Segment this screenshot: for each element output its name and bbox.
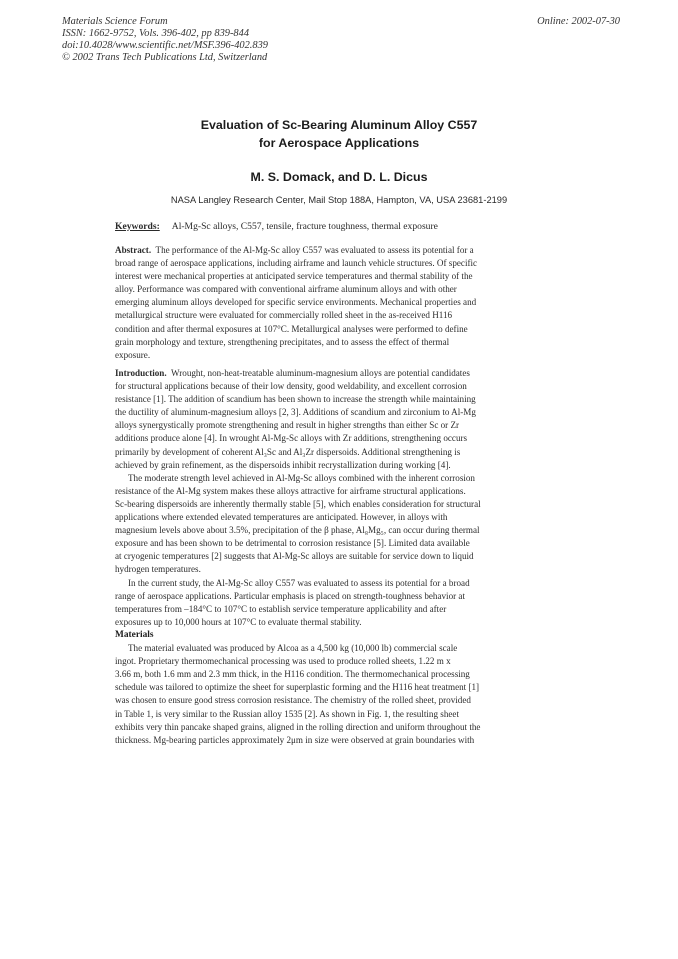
- intro-line: at cryogenic temperatures [2] suggests that Al-Mg-Sc alloys are suitable for service down to liquid: [115, 551, 474, 562]
- intro-line: applications where extended elevated temperatures are anticipated. However, in alloys with: [115, 512, 448, 523]
- intro-line: range of aerospace applications. Particular emphasis is placed on strength-toughness behavior at: [115, 590, 465, 601]
- materials-section: [115, 629, 535, 747]
- materials-line: thickness. Mg-bearing particles approximately 2μm in size were observed at grain boundaries with: [115, 734, 475, 745]
- intro-line: hydrogen temperatures.: [115, 564, 201, 575]
- online-date: Online: 2002-07-30: [537, 16, 620, 27]
- materials-heading: Materials: [115, 630, 154, 640]
- keywords-label: Keywords:: [115, 221, 160, 232]
- materials-line: schedule was tailored to optimize the sheet for superplastic forming and the H116 heat treatment [1]: [115, 682, 480, 693]
- abstract-line: broad range of aerospace applications, including airframe and launch vehicle structures. Of specific: [115, 258, 478, 269]
- abstract-line: emerging aluminum alloys developed for specific service environments. Mechanical properties and: [115, 297, 477, 308]
- intro-line: the ductility of aluminum-magnesium alloys [2, 3]. Additions of scandium and zirconium to Al-Mg: [115, 407, 476, 418]
- materials-line: in Table 1, is very similar to the Russian alloy 1535 [2]. As shown in Fig. 1, the resulting sheet: [115, 708, 459, 719]
- abstract-label: Abstract.: [115, 245, 152, 255]
- intro-line: for structural applications because of their low density, good weldability, and excellent corrosion: [115, 381, 467, 392]
- intro-line: exposure and has been shown to be detrimental to corrosion resistance [5]. Limited data available: [115, 538, 470, 549]
- paper-title-line-1: Evaluation of Sc-Bearing Aluminum Alloy C557: [200, 118, 478, 132]
- intro-line: primarily by development of coherent Al₃Sc and Al₃Zr dispersoids. Additional strengthening is: [115, 446, 461, 457]
- intro-line: resistance [1]. The addition of scandium has been shown to increase the strength while maintaining: [115, 394, 476, 405]
- authors: M. S. Domack, and D. L. Dicus: [250, 170, 428, 184]
- intro-line: alloys synergystically promote strengthening and result in higher strengths than either Sc or Zr: [115, 420, 460, 431]
- abstract-line: interest were mechanical properties at anticipated service temperatures and thermal stability of the: [115, 271, 473, 282]
- copyright-line: © 2002 Trans Tech Publications Ltd, Switzerland: [62, 52, 268, 63]
- intro-line: temperatures from –184°C to 107°C to establish service temperature applicability and after: [115, 603, 447, 614]
- abstract-line: grain morphology and texture, strengthening precipitates, and to assess the effect of thermal: [115, 336, 450, 347]
- abstract-line: alloy. Performance was compared with conventional airframe aluminum alloys and with other: [115, 284, 457, 295]
- journal-name: Materials Science Forum: [62, 16, 168, 27]
- doi-line: doi:10.4028/www.scientific.net/MSF.396-402.839: [62, 40, 268, 51]
- journal-header: [62, 16, 268, 64]
- abstract-section: [115, 244, 535, 362]
- intro-line: The moderate strength level achieved in Al-Mg-Sc alloys combined with the inherent corrosion: [128, 472, 475, 483]
- intro-line: Introduction. Wrought, non-heat-treatable aluminum-magnesium alloys are potential candidates: [115, 368, 470, 378]
- materials-line: 3.66 m, both 1.6 mm and 2.3 mm thick, in the H116 condition. The thermomechanical processing: [115, 669, 470, 680]
- intro-line: achieved by grain refinement, as the dispersoids inhibit recrystallization during working [4].: [115, 459, 451, 470]
- introduction-label: Introduction.: [115, 368, 167, 378]
- issn-line: ISSN: 1662-9752, Vols. 396-402, pp 839-844: [62, 28, 250, 39]
- abstract-line: exposure.: [115, 349, 151, 360]
- materials-line: exhibits very thin pancake shaped grains, aligned in the rolling direction and uniform throughout the: [115, 721, 481, 732]
- paper-title-line-2: for Aerospace Applications: [258, 136, 420, 150]
- materials-line: ingot. Proprietary thermomechanical processing was used to produce rolled sheets, 1.22 m x: [115, 656, 451, 667]
- keywords-text: Al-Mg-Sc alloys, C557, tensile, fracture toughness, thermal exposure: [171, 221, 438, 232]
- abstract-line: Abstract. The performance of the Al-Mg-Sc alloy C557 was evaluated to assess its potential for a: [115, 245, 474, 255]
- intro-line: magnesium levels above about 3.5%, precipitation of the β phase, Al₈Mg₅, can occur during thermal: [115, 525, 480, 536]
- affiliation: NASA Langley Research Center, Mail Stop 188A, Hampton, VA, USA 23681-2199: [170, 195, 508, 205]
- intro-line: additions produce alone [4]. In wrought Al-Mg-Sc alloys with Zr additions, strengthening occurs: [115, 433, 468, 444]
- intro-line: In the current study, the Al-Mg-Sc alloy C557 was evaluated to assess its potential for a broad: [128, 577, 470, 588]
- intro-line: exposures up to 10,000 hours at 107°C to evaluate thermal stability.: [115, 616, 362, 627]
- abstract-line: condition and after thermal exposures at 107°C. Metallurgical analyses were performed to define: [115, 323, 468, 334]
- intro-line: Sc-bearing dispersoids are inherently thermally stable [5], which enables consideration for structural: [115, 498, 481, 509]
- keywords: [115, 221, 438, 233]
- introduction-section: [115, 367, 535, 629]
- intro-line: resistance of the Al-Mg system makes these alloys attractive for airframe structural applications.: [115, 485, 466, 496]
- materials-line: was chosen to ensure good stress corrosion resistance. The chemistry of the rolled sheet, provided: [115, 695, 471, 706]
- abstract-line: metallurgical structure were evaluated for commercially rolled sheet in the as-received H116: [115, 310, 453, 321]
- materials-line: The material evaluated was produced by Alcoa as a 4,500 kg (10,000 lb) commercial scale: [128, 643, 458, 654]
